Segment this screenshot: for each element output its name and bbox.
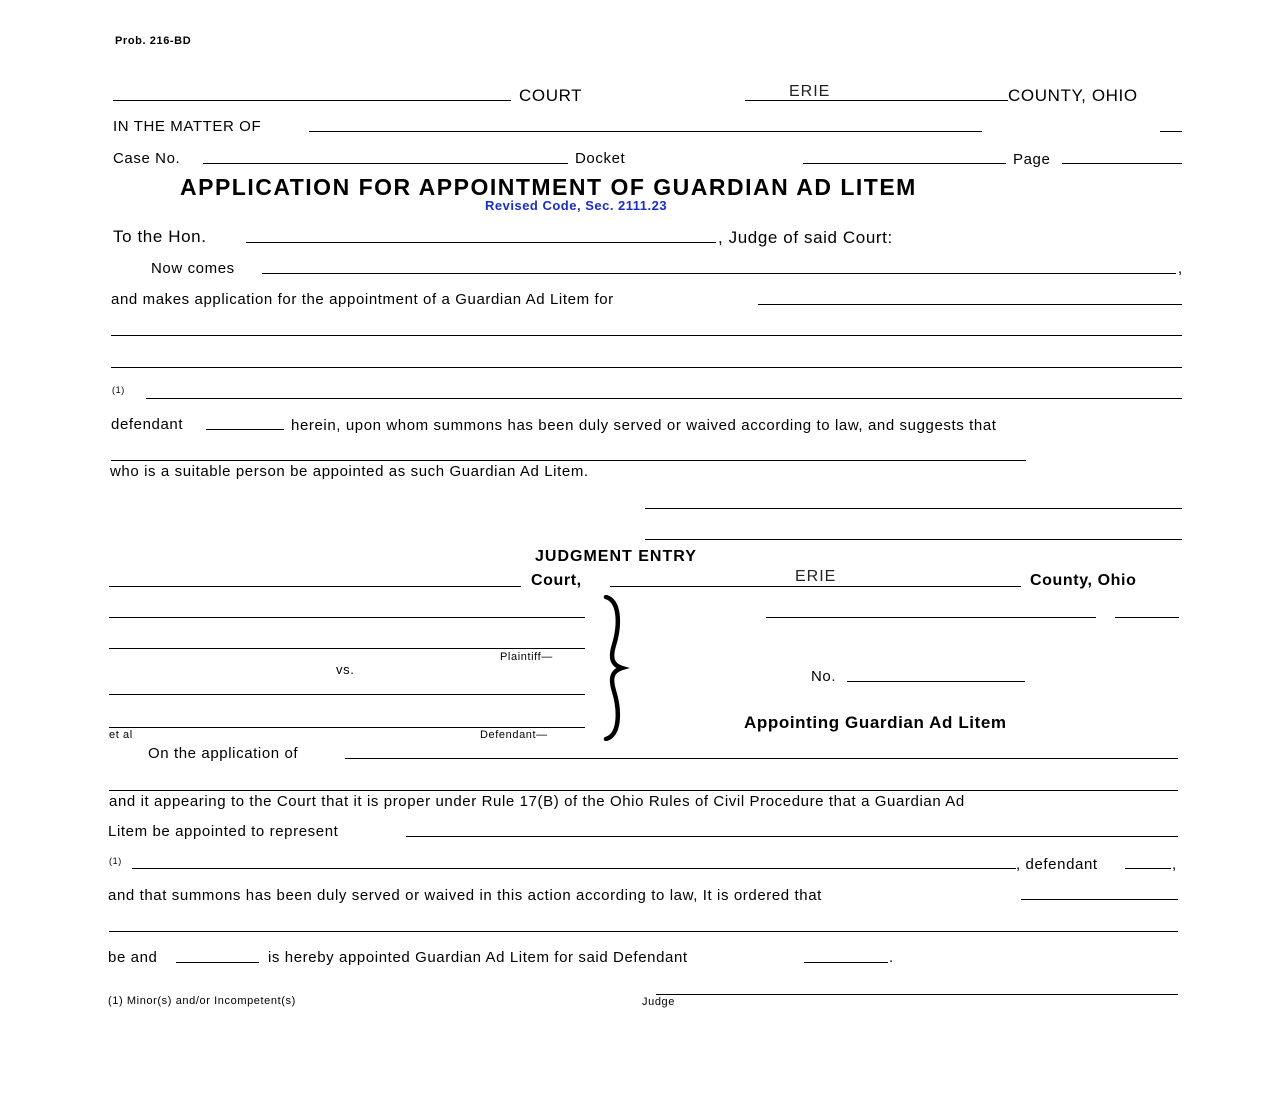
matter-field-end <box>1160 131 1182 132</box>
minor-names-field[interactable] <box>146 398 1182 399</box>
court-label: COURT <box>519 86 583 105</box>
defendant-caption-label: Defendant— <box>480 729 548 741</box>
judge-signature-line[interactable] <box>656 994 1178 995</box>
makes-application-text: and makes application for the appointment of a Guardian Ad Litem for <box>111 291 614 308</box>
represent-field[interactable] <box>406 836 1178 837</box>
matter-label: IN THE MATTER OF <box>113 118 262 135</box>
case-number-field[interactable] <box>847 681 1025 682</box>
county-ohio-label: COUNTY, OHIO <box>1008 86 1138 105</box>
be-and-field[interactable] <box>176 962 259 963</box>
footnote-mark-2: (1) <box>109 856 122 866</box>
defendant-plural-field[interactable] <box>206 429 284 430</box>
case-caption-field[interactable] <box>766 617 1096 618</box>
footnote-mark-1: (1) <box>112 385 125 395</box>
revised-code: Revised Code, Sec. 2111.23 <box>485 198 668 213</box>
summons-text: and that summons has been duly served or waived in this action according to law, It is ordered that <box>108 887 822 904</box>
represented-names-field[interactable] <box>132 868 1016 869</box>
page-field[interactable] <box>1062 163 1182 164</box>
plaintiff-label: Plaintiff— <box>500 651 553 663</box>
judgment-court-label: Court, <box>531 572 582 589</box>
on-application-field[interactable] <box>345 758 1178 759</box>
judgment-county-label: County, Ohio <box>1030 572 1137 589</box>
defendant-line-2[interactable] <box>109 727 585 728</box>
form-code: Prob. 216-BD <box>115 35 192 47</box>
applicant-field[interactable] <box>262 273 1176 274</box>
caption-brace-icon <box>598 595 632 741</box>
defendant-plural-field-2[interactable] <box>804 962 888 963</box>
appearing-text: and it appearing to the Court that it is proper under Rule 17(B) of the Ohio Rules of Civil Procedure that a Guardian Ad <box>109 793 965 810</box>
defendant-inline-comma: , <box>1172 856 1177 873</box>
docket-label: Docket <box>575 150 626 167</box>
hereby-appointed-text: is hereby appointed Guardian Ad Litem for said Defendant <box>268 949 688 966</box>
applicant-comma: , <box>1178 260 1183 277</box>
case-number-label: No. <box>811 668 837 685</box>
case-no-field[interactable] <box>203 163 568 164</box>
ordered-that-line-2[interactable] <box>109 931 1178 932</box>
to-hon-label: To the Hon. <box>113 227 207 246</box>
defendant-inline-label: , defendant <box>1016 856 1098 873</box>
guardian-for-line-2[interactable] <box>111 335 1182 336</box>
footnote-text: (1) Minor(s) and/or Incompetent(s) <box>108 995 296 1007</box>
vs-label: vs. <box>336 662 355 677</box>
application-title: APPLICATION FOR APPOINTMENT OF GUARDIAN AD LITEM <box>180 174 917 200</box>
county-field[interactable] <box>745 100 1008 101</box>
judge-of-court-label: , Judge of said Court: <box>718 228 893 247</box>
litem-represent-label: Litem be appointed to represent <box>108 823 339 840</box>
judgment-county-field[interactable] <box>610 586 1021 587</box>
case-no-label: Case No. <box>113 150 181 167</box>
judgment-county-value: ERIE <box>795 568 837 585</box>
herein-text: herein, upon whom summons has been duly served or waived according to law, and suggests that <box>291 417 997 434</box>
suggested-person-field[interactable] <box>111 460 1026 461</box>
defendant-label: defendant <box>111 416 184 433</box>
suitable-person-text: who is a suitable person be appointed as such Guardian Ad Litem. <box>110 463 589 480</box>
judge-label: Judge <box>642 996 675 1008</box>
county-value: ERIE <box>789 83 831 100</box>
judge-name-field[interactable] <box>246 242 716 243</box>
defendant-inline-field[interactable] <box>1125 868 1171 869</box>
docket-field[interactable] <box>803 163 1006 164</box>
defendant-line-1[interactable] <box>109 694 585 695</box>
applicant-address-line[interactable] <box>645 539 1182 540</box>
court-name-field[interactable] <box>113 100 511 101</box>
period: . <box>889 949 894 966</box>
applicant-signature-line[interactable] <box>645 508 1182 509</box>
plaintiff-line-2[interactable] <box>109 648 585 649</box>
be-and-label: be and <box>108 949 158 966</box>
judgment-court-field[interactable] <box>109 586 521 587</box>
ordered-that-field[interactable] <box>1021 899 1178 900</box>
on-application-label: On the application of <box>148 745 299 762</box>
judgment-heading: JUDGMENT ENTRY <box>535 548 697 565</box>
plaintiff-line-1[interactable] <box>109 617 585 618</box>
on-application-line-2[interactable] <box>109 790 1178 791</box>
page-label: Page <box>1013 151 1051 168</box>
case-caption-field-end <box>1115 617 1179 618</box>
et-al-label: et al <box>109 729 133 741</box>
matter-field[interactable] <box>309 131 982 132</box>
now-comes-label: Now comes <box>151 260 235 277</box>
guardian-for-line-3[interactable] <box>111 367 1182 368</box>
guardian-for-field[interactable] <box>758 304 1182 305</box>
appointing-title: Appointing Guardian Ad Litem <box>744 713 1007 732</box>
